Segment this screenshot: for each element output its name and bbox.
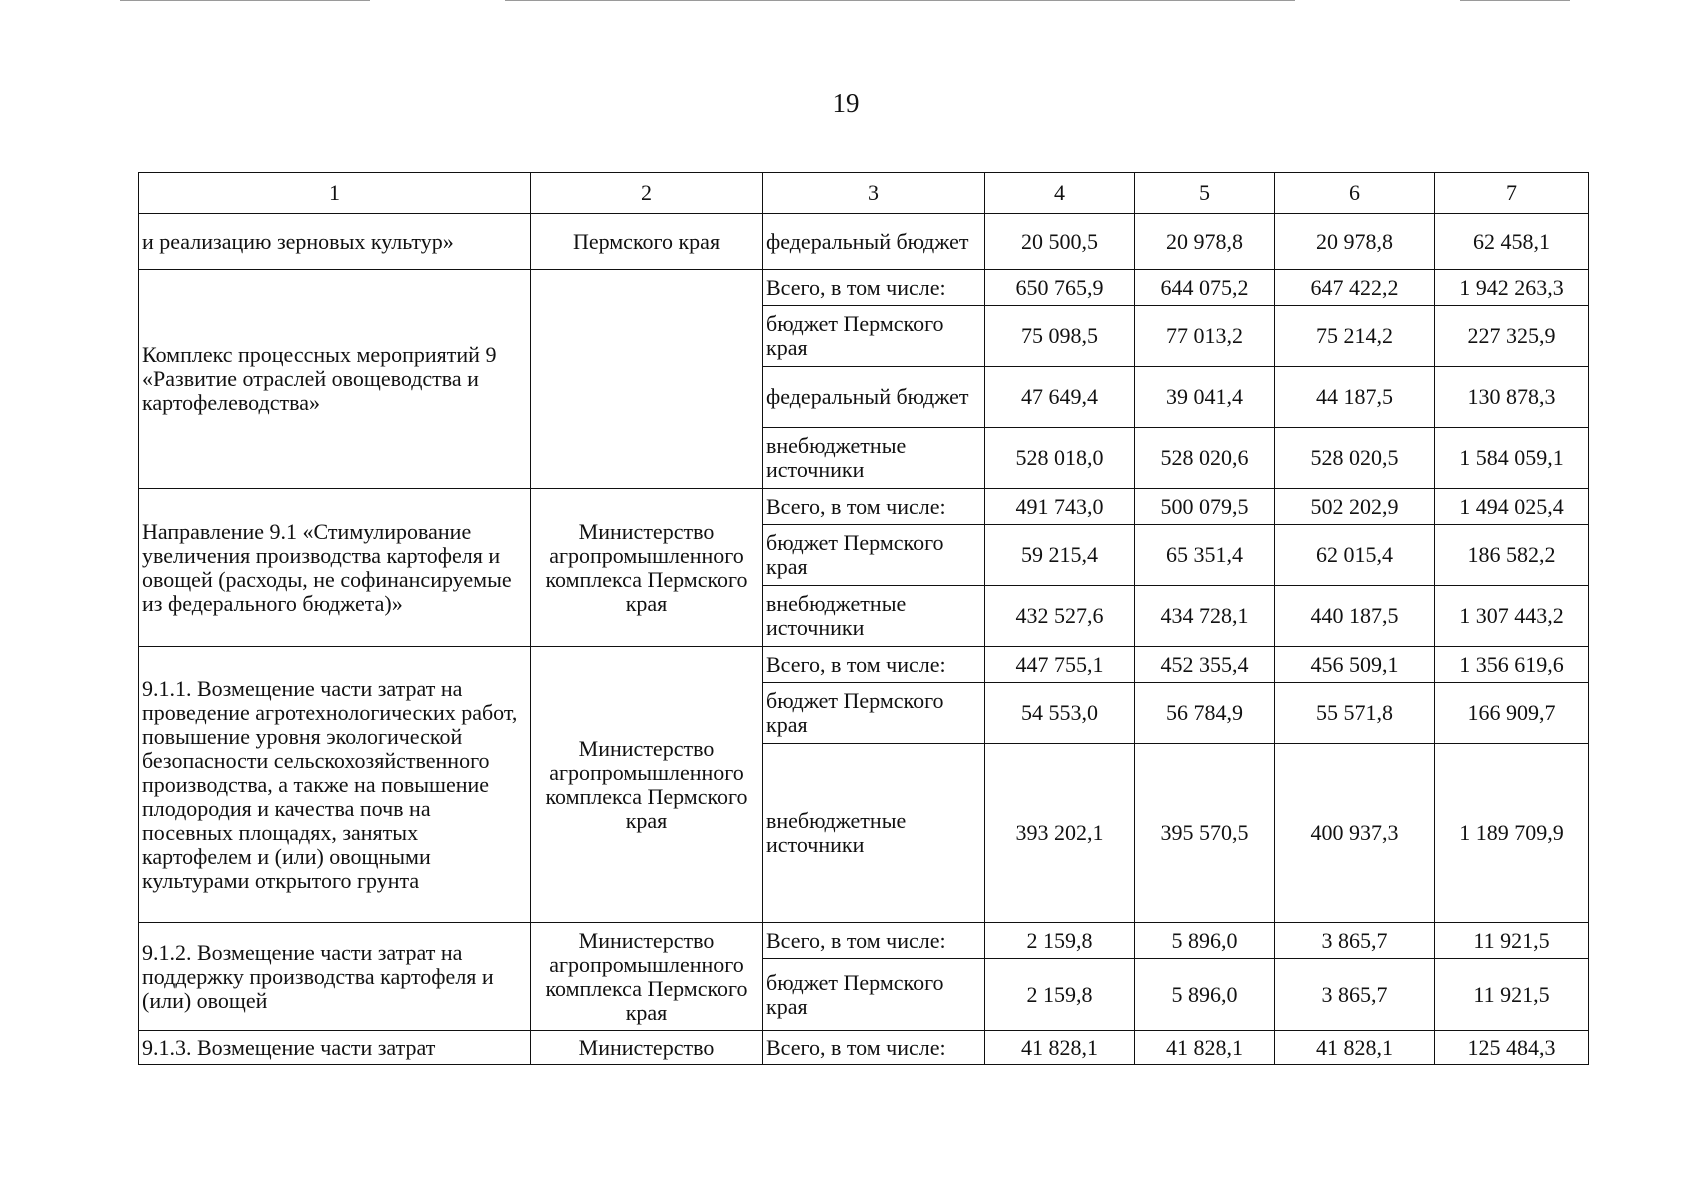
value-cell: 47 649,4 [985,367,1135,428]
value-cell: 5 896,0 [1135,923,1275,959]
value-cell: 528 020,6 [1135,428,1275,489]
value-cell: 65 351,4 [1135,525,1275,586]
value-cell: 644 075,2 [1135,270,1275,306]
funding-source: Всего, в том числе: [763,1031,985,1065]
value-cell: 75 214,2 [1275,306,1435,367]
funding-source: Всего, в том числе: [763,923,985,959]
value-cell: 2 159,8 [985,923,1135,959]
funding-source: внебюджетные источники [763,428,985,489]
measure-name: 9.1.2. Возмещение части затрат на поддержку производства картофеля и (или) овощей [139,923,531,1031]
scan-edge-line [1460,0,1570,1]
value-cell: 528 020,5 [1275,428,1435,489]
value-cell: 650 765,9 [985,270,1135,306]
value-cell: 125 484,3 [1435,1031,1589,1065]
executor-name: Пермского края [531,214,763,270]
value-cell: 491 743,0 [985,489,1135,525]
funding-source: федеральный бюджет [763,367,985,428]
funding-source: федеральный бюджет [763,214,985,270]
value-cell: 62 015,4 [1275,525,1435,586]
value-cell: 75 098,5 [985,306,1135,367]
value-cell: 456 509,1 [1275,647,1435,683]
value-cell: 400 937,3 [1275,744,1435,923]
value-cell: 1 307 443,2 [1435,586,1589,647]
measure-name: Комплекс процессных мероприятий 9 «Развитие отраслей овощеводства и картофелеводства» [139,270,531,489]
value-cell: 1 942 263,3 [1435,270,1589,306]
value-cell: 41 828,1 [1275,1031,1435,1065]
value-cell: 20 500,5 [985,214,1135,270]
value-cell: 11 921,5 [1435,923,1589,959]
executor-name: Министерство агропромышленного комплекса Пермского края [531,647,763,923]
value-cell: 55 571,8 [1275,683,1435,744]
column-header: 3 [763,173,985,214]
value-cell: 3 865,7 [1275,959,1435,1031]
executor-name: Министерство агропромышленного комплекса Пермского края [531,923,763,1031]
table-header-row [139,173,1589,214]
value-cell: 395 570,5 [1135,744,1275,923]
value-cell: 500 079,5 [1135,489,1275,525]
value-cell: 647 422,2 [1275,270,1435,306]
value-cell: 39 041,4 [1135,367,1275,428]
table-row [139,489,1589,525]
value-cell: 41 828,1 [985,1031,1135,1065]
funding-source: Всего, в том числе: [763,647,985,683]
value-cell: 54 553,0 [985,683,1135,744]
page-number: 19 [832,88,860,118]
value-cell: 227 325,9 [1435,306,1589,367]
value-cell: 1 356 619,6 [1435,647,1589,683]
value-cell: 502 202,9 [1275,489,1435,525]
value-cell: 41 828,1 [1135,1031,1275,1065]
table-row [139,923,1589,959]
value-cell: 393 202,1 [985,744,1135,923]
value-cell: 440 187,5 [1275,586,1435,647]
value-cell: 20 978,8 [1275,214,1435,270]
column-header: 2 [531,173,763,214]
budget-table [138,172,1589,1065]
value-cell: 1 584 059,1 [1435,428,1589,489]
value-cell: 62 458,1 [1435,214,1589,270]
value-cell: 432 527,6 [985,586,1135,647]
value-cell: 186 582,2 [1435,525,1589,586]
column-header: 5 [1135,173,1275,214]
executor-name: Министерство [531,1031,763,1065]
executor-name [531,270,763,489]
measure-name: и реализацию зерновых культур» [139,214,531,270]
measure-name: 9.1.3. Возмещение части затрат [139,1031,531,1065]
value-cell: 77 013,2 [1135,306,1275,367]
funding-source: внебюджетные источники [763,744,985,923]
table-row [139,647,1589,683]
value-cell: 1 494 025,4 [1435,489,1589,525]
measure-name: Направление 9.1 «Стимулирование увеличения производства картофеля и овощей (расходы, не софинансируемые из федерального бюджета)» [139,489,531,647]
funding-source: бюджет Пермского края [763,959,985,1031]
value-cell: 166 909,7 [1435,683,1589,744]
column-header: 1 [139,173,531,214]
column-header: 7 [1435,173,1589,214]
value-cell: 5 896,0 [1135,959,1275,1031]
funding-source: бюджет Пермского края [763,525,985,586]
value-cell: 3 865,7 [1275,923,1435,959]
value-cell: 1 189 709,9 [1435,744,1589,923]
funding-source: Всего, в том числе: [763,489,985,525]
value-cell: 44 187,5 [1275,367,1435,428]
scan-edge-line [505,0,1295,1]
value-cell: 20 978,8 [1135,214,1275,270]
value-cell: 528 018,0 [985,428,1135,489]
value-cell: 59 215,4 [985,525,1135,586]
scan-edge-line [120,0,370,1]
table-row [139,214,1589,270]
value-cell: 56 784,9 [1135,683,1275,744]
value-cell: 130 878,3 [1435,367,1589,428]
funding-source: бюджет Пермского края [763,306,985,367]
funding-source: бюджет Пермского края [763,683,985,744]
table-row [139,1031,1589,1065]
funding-source: внебюджетные источники [763,586,985,647]
column-header: 4 [985,173,1135,214]
value-cell: 434 728,1 [1135,586,1275,647]
table-row [139,270,1589,306]
value-cell: 11 921,5 [1435,959,1589,1031]
measure-name: 9.1.1. Возмещение части затрат на проведение агротехнологических работ, повышение уровня экологической безопасности сельскохозяйственного производства, а также на повышение плодородия и качества почв на посевных площадях, занятых картофелем и (или) овощными культурами открытого грунта [139,647,531,923]
executor-name: Министерство агропромышленного комплекса Пермского края [531,489,763,647]
funding-source: Всего, в том числе: [763,270,985,306]
column-header: 6 [1275,173,1435,214]
value-cell: 452 355,4 [1135,647,1275,683]
value-cell: 2 159,8 [985,959,1135,1031]
value-cell: 447 755,1 [985,647,1135,683]
